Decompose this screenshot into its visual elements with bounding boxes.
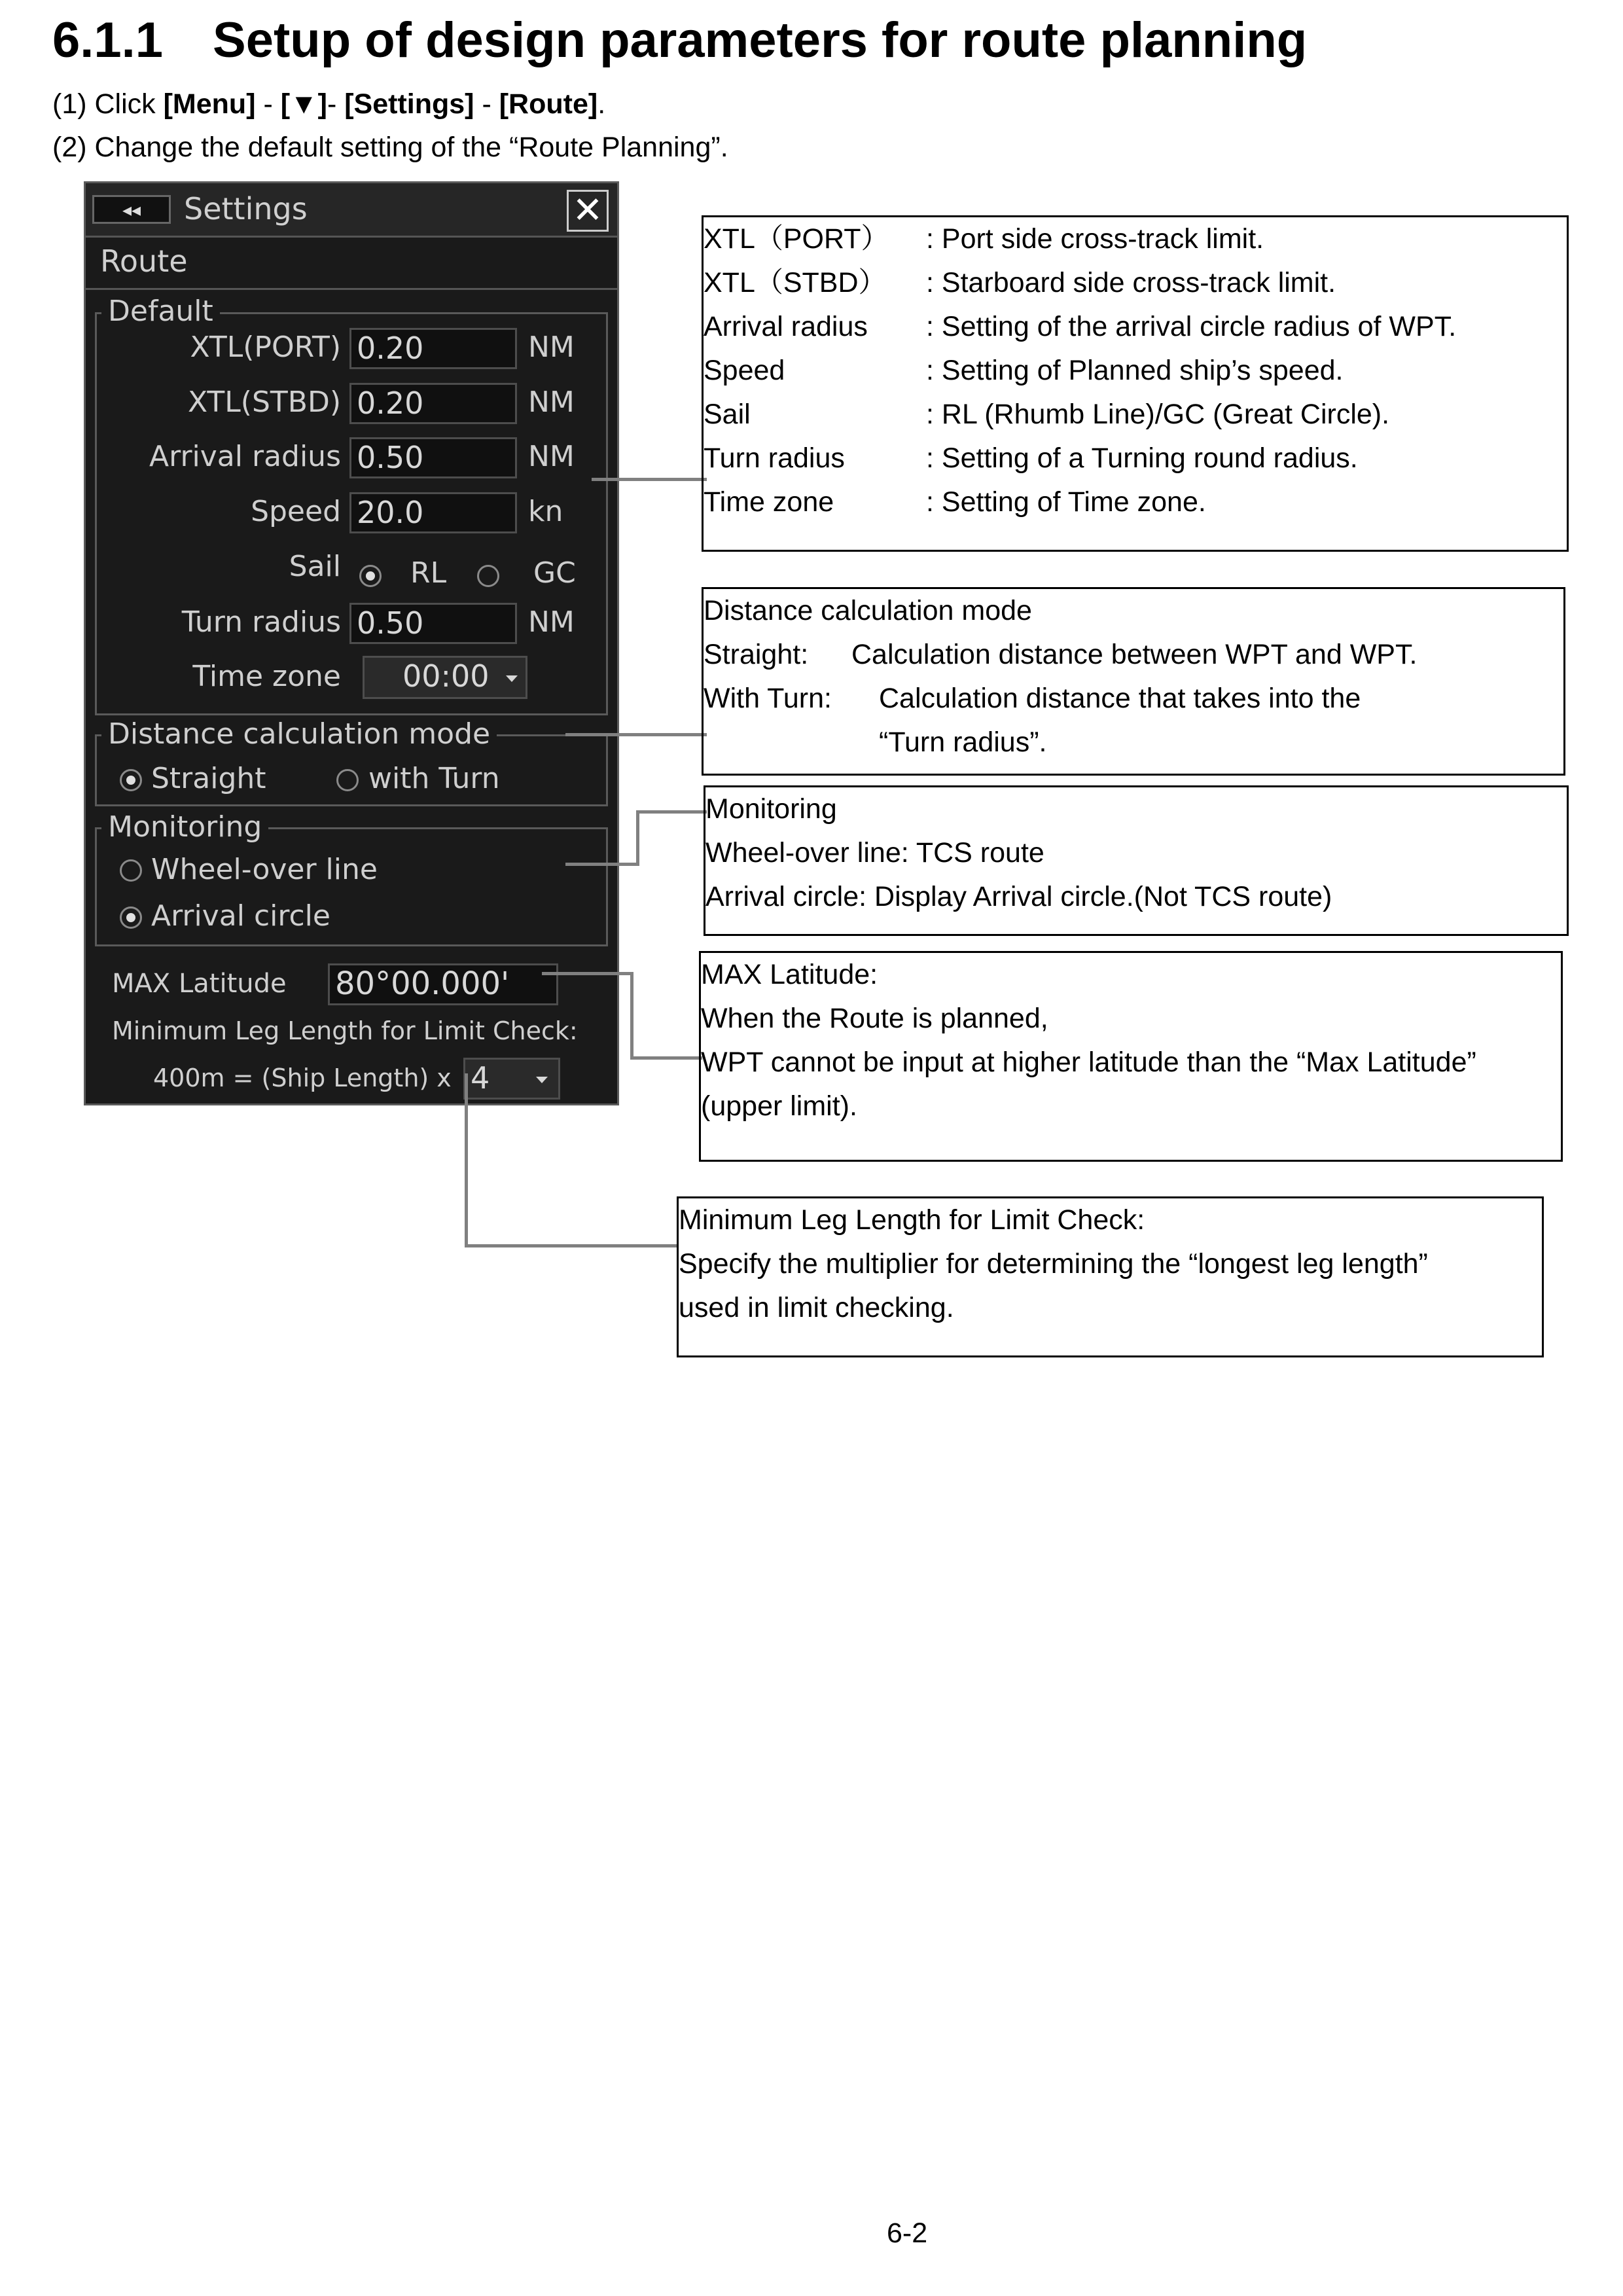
xtl-stbd-unit: NM bbox=[528, 386, 575, 419]
section-title: Setup of design parameters for route planning bbox=[213, 12, 1308, 68]
turn-radius-unit: NM bbox=[528, 605, 575, 639]
sail-rl-label: RL bbox=[410, 556, 447, 590]
leader-line bbox=[636, 810, 707, 814]
callout-title: Minimum Leg Length for Limit Check: bbox=[679, 1204, 1145, 1236]
callout-term: Time zone bbox=[704, 486, 834, 518]
max-latitude-input[interactable]: 80°00.000' bbox=[328, 963, 558, 1005]
step-1-menu: [Menu] bbox=[163, 88, 256, 120]
xtl-stbd-label: XTL(STBD) bbox=[188, 386, 341, 419]
step-1-separator: - bbox=[327, 88, 345, 120]
callout-max-latitude bbox=[699, 951, 1563, 1162]
back-button[interactable]: ◂◂ bbox=[92, 195, 171, 224]
straight-radio[interactable] bbox=[120, 769, 142, 791]
section-number: 6.1.1 bbox=[52, 12, 164, 68]
leader-line bbox=[636, 810, 639, 865]
step-2: (2) Change the default setting of the “Route Planning”. bbox=[52, 132, 728, 163]
callout-desc: “Turn radius”. bbox=[879, 726, 1047, 758]
callout-line: Arrival circle: Display Arrival circle.(Not TCS route) bbox=[705, 881, 1332, 912]
arrival-radius-input[interactable]: 0.50 bbox=[349, 437, 517, 478]
arrival-circle-label: Arrival circle bbox=[151, 899, 330, 933]
callout-title: MAX Latitude: bbox=[701, 959, 878, 990]
divider bbox=[86, 288, 617, 290]
callout-desc: : Setting of Time zone. bbox=[926, 486, 1206, 518]
straight-label: Straight bbox=[151, 762, 266, 795]
sail-gc-radio[interactable] bbox=[477, 565, 499, 587]
xtl-port-input[interactable]: 0.20 bbox=[349, 328, 517, 369]
monitoring-group-label: Monitoring bbox=[101, 810, 268, 844]
callout-term: Sail bbox=[704, 399, 751, 430]
callout-line: Specify the multiplier for determining the “longest leg length” bbox=[679, 1248, 1428, 1280]
callout-line: Wheel-over line: TCS route bbox=[705, 837, 1044, 869]
callout-line: When the Route is planned, bbox=[701, 1003, 1048, 1034]
page-number: 6-2 bbox=[887, 2217, 928, 2249]
min-leg-label: Minimum Leg Length for Limit Check: bbox=[112, 1016, 578, 1045]
xtl-port-unit: NM bbox=[528, 331, 575, 364]
callout-desc: : Setting of the arrival circle radius of WPT. bbox=[926, 311, 1457, 342]
chevron-down-icon bbox=[536, 1077, 548, 1083]
default-group-label: Default bbox=[101, 295, 220, 328]
callout-monitoring bbox=[704, 785, 1569, 936]
callout-defaults bbox=[702, 215, 1569, 552]
settings-dialog bbox=[84, 181, 619, 1105]
wheel-over-label: Wheel-over line bbox=[151, 853, 378, 886]
with-turn-radio[interactable] bbox=[336, 769, 359, 791]
callout-title: Monitoring bbox=[705, 793, 837, 825]
callout-desc: Calculation distance that takes into the bbox=[879, 683, 1361, 714]
callout-line: (upper limit). bbox=[701, 1090, 857, 1122]
arrival-radius-unit: NM bbox=[528, 440, 575, 473]
step-1-settings: [Settings] bbox=[344, 88, 474, 120]
callout-desc: Calculation distance between WPT and WPT. bbox=[851, 639, 1418, 670]
dialog-title: Settings bbox=[184, 191, 308, 226]
xtl-stbd-input[interactable]: 0.20 bbox=[349, 383, 517, 424]
callout-term: Arrival radius bbox=[704, 311, 868, 342]
speed-label: Speed bbox=[251, 495, 341, 528]
callout-desc: : Setting of a Turning round radius. bbox=[926, 442, 1358, 474]
leader-line bbox=[565, 863, 639, 866]
xtl-port-label: XTL(PORT) bbox=[190, 331, 341, 364]
page-title bbox=[52, 12, 1307, 69]
step-1-text: (1) Click bbox=[52, 88, 164, 120]
max-latitude-label: MAX Latitude bbox=[112, 969, 287, 999]
step-1-end: . bbox=[597, 88, 606, 120]
callout-term: Turn radius bbox=[704, 442, 845, 474]
step-1-route: [Route] bbox=[499, 88, 598, 120]
callout-term: Speed bbox=[704, 355, 785, 386]
callout-term: XTL（STBD） bbox=[704, 267, 887, 298]
distance-group-label: Distance calculation mode bbox=[101, 717, 497, 751]
callout-desc: : Starboard side cross-track limit. bbox=[926, 267, 1336, 298]
callout-title: Distance calculation mode bbox=[704, 595, 1032, 626]
leader-line bbox=[465, 1073, 468, 1247]
leader-line bbox=[465, 1244, 677, 1247]
leader-line bbox=[542, 972, 633, 975]
step-1-down: [▼] bbox=[280, 88, 327, 120]
close-button[interactable]: ✕ bbox=[567, 190, 609, 232]
sail-rl-radio[interactable] bbox=[359, 565, 382, 587]
callout-term: With Turn: bbox=[704, 683, 832, 714]
min-leg-formula: 400m = (Ship Length) x bbox=[153, 1064, 452, 1092]
chevron-down-icon bbox=[506, 675, 518, 682]
step-1-separator: - bbox=[474, 88, 499, 120]
callout-line: WPT cannot be input at higher latitude than the “Max Latitude” bbox=[701, 1047, 1476, 1078]
time-zone-label: Time zone bbox=[192, 660, 341, 693]
leader-line bbox=[630, 1056, 702, 1060]
wheel-over-radio[interactable] bbox=[120, 859, 142, 882]
callout-desc: : Setting of Planned ship’s speed. bbox=[926, 355, 1344, 386]
speed-unit: kn bbox=[528, 495, 563, 528]
step-1-separator: - bbox=[255, 88, 281, 120]
turn-radius-input[interactable]: 0.50 bbox=[349, 603, 517, 644]
step-1 bbox=[52, 88, 605, 120]
sail-label: Sail bbox=[289, 550, 341, 583]
callout-term: XTL（PORT） bbox=[704, 223, 889, 255]
arrival-circle-radio[interactable] bbox=[120, 906, 142, 929]
callout-desc: : Port side cross-track limit. bbox=[926, 223, 1264, 255]
arrival-radius-label: Arrival radius bbox=[149, 440, 341, 473]
speed-input[interactable]: 20.0 bbox=[349, 492, 517, 533]
min-leg-select[interactable]: 4 bbox=[463, 1058, 560, 1100]
callout-distance bbox=[702, 587, 1565, 776]
time-zone-select[interactable]: 00:00 bbox=[363, 656, 527, 699]
sail-gc-label: GC bbox=[533, 556, 576, 590]
callout-desc: : RL (Rhumb Line)/GC (Great Circle). bbox=[926, 399, 1390, 430]
tab-route[interactable]: Route bbox=[100, 243, 188, 279]
turn-radius-label: Turn radius bbox=[181, 605, 341, 639]
leader-line bbox=[630, 972, 633, 1060]
callout-line: used in limit checking. bbox=[679, 1292, 954, 1323]
callout-term: Straight: bbox=[704, 639, 809, 670]
leader-line bbox=[565, 733, 707, 736]
callout-min-leg bbox=[677, 1196, 1544, 1357]
leader-line bbox=[592, 478, 707, 481]
with-turn-label: with Turn bbox=[368, 762, 500, 795]
